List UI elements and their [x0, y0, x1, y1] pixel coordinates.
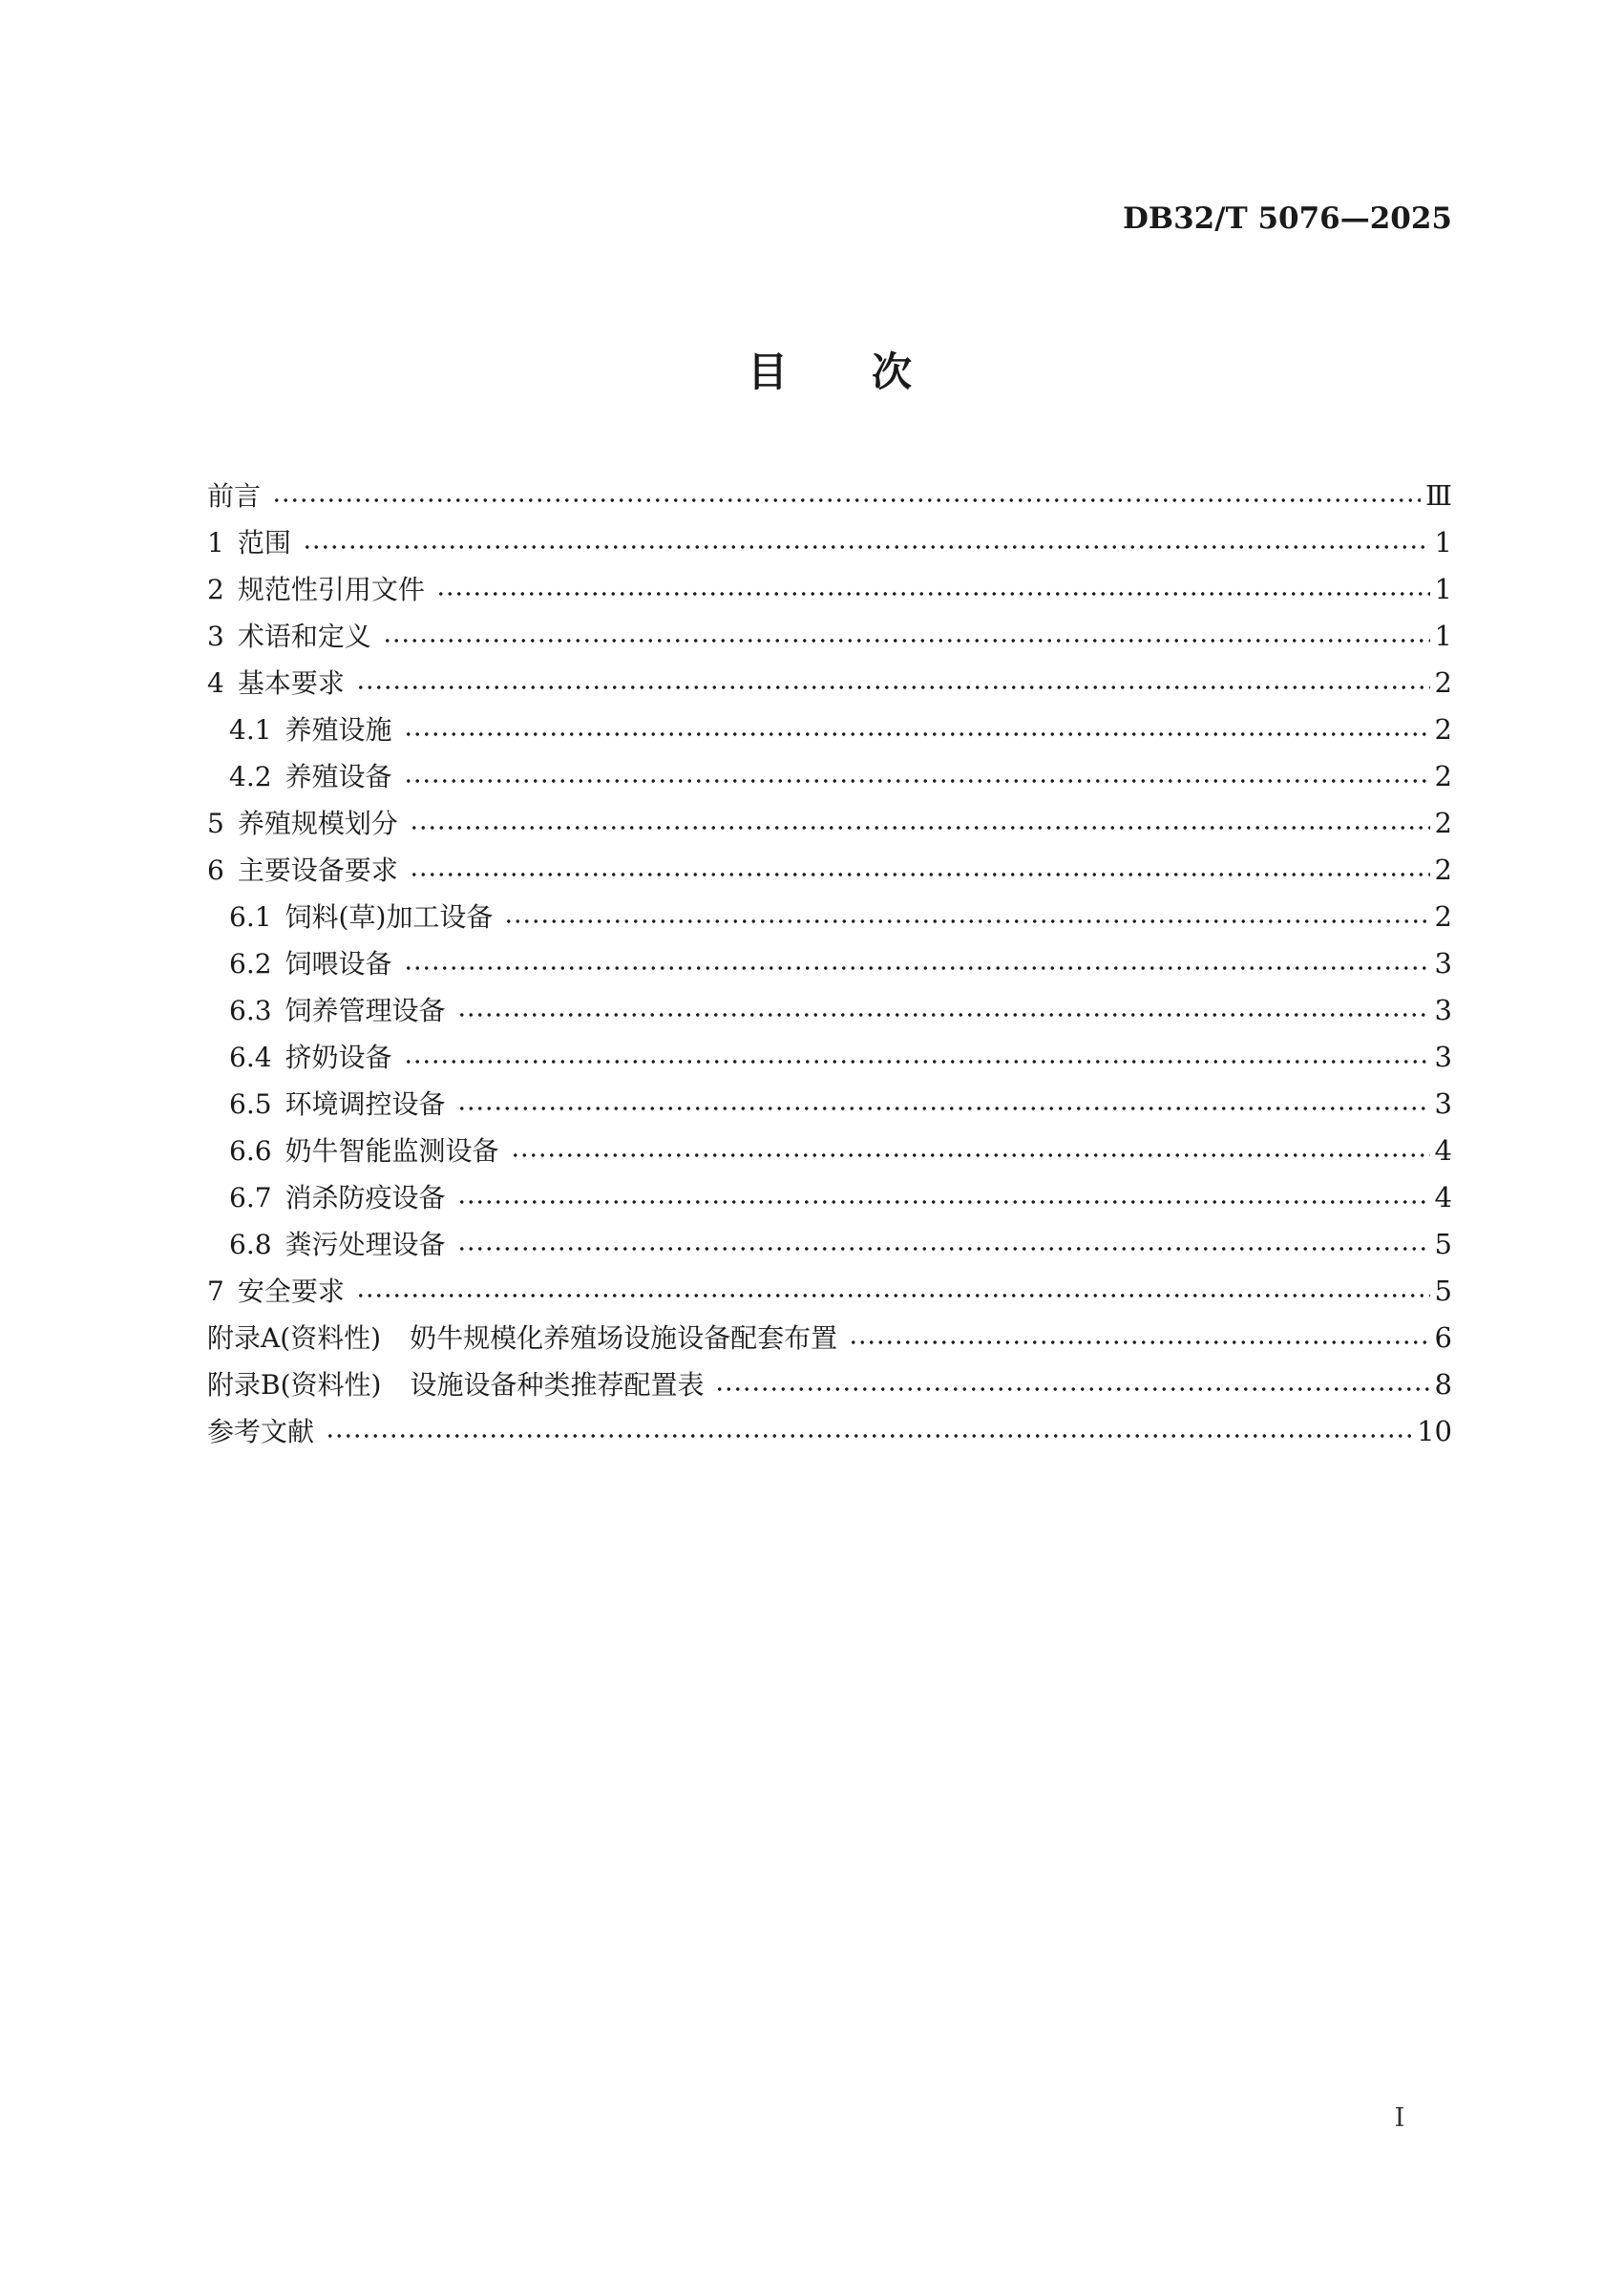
dot-leader: [303, 519, 1430, 566]
toc-entry: [207, 1268, 1452, 1315]
toc-entry: [207, 473, 1452, 519]
dot-leader: [356, 1268, 1430, 1315]
dot-leader: [457, 987, 1430, 1034]
dot-leader: [504, 894, 1429, 940]
toc-entry-number: 6.7: [229, 1181, 272, 1213]
page-title: [207, 348, 1452, 395]
toc-entry-page: 2: [1434, 807, 1452, 839]
dot-leader: [410, 800, 1430, 847]
dot-leader: [404, 753, 1430, 800]
toc-entry: [207, 1221, 1452, 1268]
toc-entry-page: 2: [1434, 713, 1452, 746]
toc-entry-page: 1: [1434, 620, 1452, 652]
dot-leader: [457, 1174, 1430, 1221]
toc-entry: [207, 1174, 1452, 1221]
toc-entry-page: 6: [1434, 1321, 1452, 1354]
toc-entry-label: 环境调控设备: [285, 1087, 446, 1120]
toc-entry-page: 5: [1434, 1275, 1452, 1307]
toc-entry-label: 饲养管理设备: [285, 994, 446, 1026]
folio-page-number: Ⅰ: [1394, 2103, 1405, 2133]
toc-entry: [207, 1034, 1452, 1081]
page-title-text: 目次: [747, 348, 996, 395]
toc-entry: [207, 1081, 1452, 1128]
toc-entry: [207, 940, 1452, 987]
toc-entry-page: Ⅲ: [1425, 479, 1452, 512]
toc-entry: [207, 1408, 1452, 1455]
toc-entry-number: 6: [207, 854, 224, 886]
toc-entry-label: 规范性引用文件: [237, 573, 425, 605]
toc-entry-number: 3: [207, 620, 224, 652]
toc-entry: [207, 987, 1452, 1034]
dot-leader: [383, 613, 1430, 660]
toc-entry-page: 1: [1434, 573, 1452, 605]
toc-entry-page: 8: [1434, 1368, 1452, 1401]
toc-entry-label: 养殖规模划分: [237, 807, 398, 839]
toc-entry-label: 奶牛规模化养殖场设施设备配套布置: [410, 1321, 838, 1354]
toc-entry-number: 6.6: [229, 1134, 272, 1167]
toc-entry-label: 参考文献: [207, 1415, 315, 1447]
toc-entry-number: 附录B(资料性): [207, 1368, 382, 1401]
toc-entry-label: 范围: [237, 526, 291, 559]
toc-entry-number: 6.4: [229, 1041, 272, 1073]
toc-entry-number: 6.8: [229, 1228, 272, 1260]
toc-entry-page: 10: [1417, 1415, 1452, 1447]
dot-leader: [410, 847, 1430, 894]
toc-entry: [207, 1361, 1452, 1408]
toc-entry-page: 3: [1434, 994, 1452, 1026]
toc-entry: [207, 800, 1452, 847]
toc-entry-page: 2: [1434, 666, 1452, 699]
toc-list: [207, 473, 1452, 1455]
toc-entry-label: 奶牛智能监测设备: [285, 1134, 499, 1167]
toc-entry-label: 术语和定义: [237, 620, 371, 652]
toc-entry-number: 7: [207, 1275, 224, 1307]
toc-entry-label: 饲料(草)加工设备: [285, 900, 494, 933]
toc-entry-number: 6.5: [229, 1087, 272, 1120]
dot-leader: [715, 1361, 1429, 1408]
dot-leader: [436, 566, 1430, 613]
toc-entry-number: 附录A(资料性): [207, 1321, 382, 1354]
toc-entry-page: 4: [1434, 1181, 1452, 1213]
toc-entry-number: 1: [207, 526, 224, 559]
toc-entry: [207, 753, 1452, 800]
toc-entry-label: 养殖设备: [285, 760, 392, 792]
dot-leader: [457, 1081, 1430, 1128]
dot-leader: [457, 1221, 1430, 1268]
toc-entry-label: 养殖设施: [285, 713, 392, 746]
toc-entry: [207, 660, 1452, 707]
toc-entry-label: 前言: [207, 479, 262, 512]
toc-entry-page: 3: [1434, 1041, 1452, 1073]
dot-leader: [511, 1128, 1430, 1174]
toc-entry-page: 2: [1434, 760, 1452, 792]
toc-entry-number: 6.3: [229, 994, 272, 1026]
toc-entry: [207, 847, 1452, 894]
toc-entry-label: 设施设备种类推荐配置表: [410, 1368, 705, 1401]
dot-leader: [326, 1408, 1412, 1455]
toc-entry-page: 3: [1434, 1087, 1452, 1120]
toc-entry-label: 消杀防疫设备: [285, 1181, 446, 1213]
toc-entry-label: 粪污处理设备: [285, 1228, 446, 1260]
toc-entry-label: 饲喂设备: [285, 947, 392, 980]
toc-entry: [207, 1315, 1452, 1361]
toc-entry: [207, 894, 1452, 940]
toc-entry: [207, 707, 1452, 753]
toc-entry-page: 4: [1434, 1134, 1452, 1167]
toc-entry: [207, 519, 1452, 566]
dot-leader: [849, 1315, 1429, 1361]
dot-leader: [356, 660, 1430, 707]
dot-leader: [272, 473, 1421, 519]
toc-entry-number: 6.2: [229, 947, 272, 980]
toc-entry-page: 5: [1434, 1228, 1452, 1260]
toc-entry-number: 4.1: [229, 713, 272, 746]
dot-leader: [404, 1034, 1430, 1081]
toc-entry-page: 3: [1434, 947, 1452, 980]
dot-leader: [404, 707, 1430, 753]
toc-entry-number: 2: [207, 573, 224, 605]
toc-entry-number: 4.2: [229, 760, 272, 792]
toc-entry-number: 4: [207, 666, 224, 699]
toc-entry-page: 2: [1434, 854, 1452, 886]
toc-entry: [207, 613, 1452, 660]
toc-entry-label: 主要设备要求: [237, 854, 398, 886]
dot-leader: [404, 940, 1430, 987]
toc-entry: [207, 566, 1452, 613]
toc-entry-page: 2: [1434, 900, 1452, 933]
toc-entry-number: 6.1: [229, 900, 272, 933]
doc-code: DB32/T 5076—2025: [1123, 201, 1452, 236]
toc-entry: [207, 1128, 1452, 1174]
toc-entry-label: 安全要求: [237, 1275, 345, 1307]
toc-entry-label: 挤奶设备: [285, 1041, 392, 1073]
toc-entry-number: 5: [207, 807, 224, 839]
toc-entry-label: 基本要求: [237, 666, 345, 699]
toc-entry-page: 1: [1434, 526, 1452, 559]
